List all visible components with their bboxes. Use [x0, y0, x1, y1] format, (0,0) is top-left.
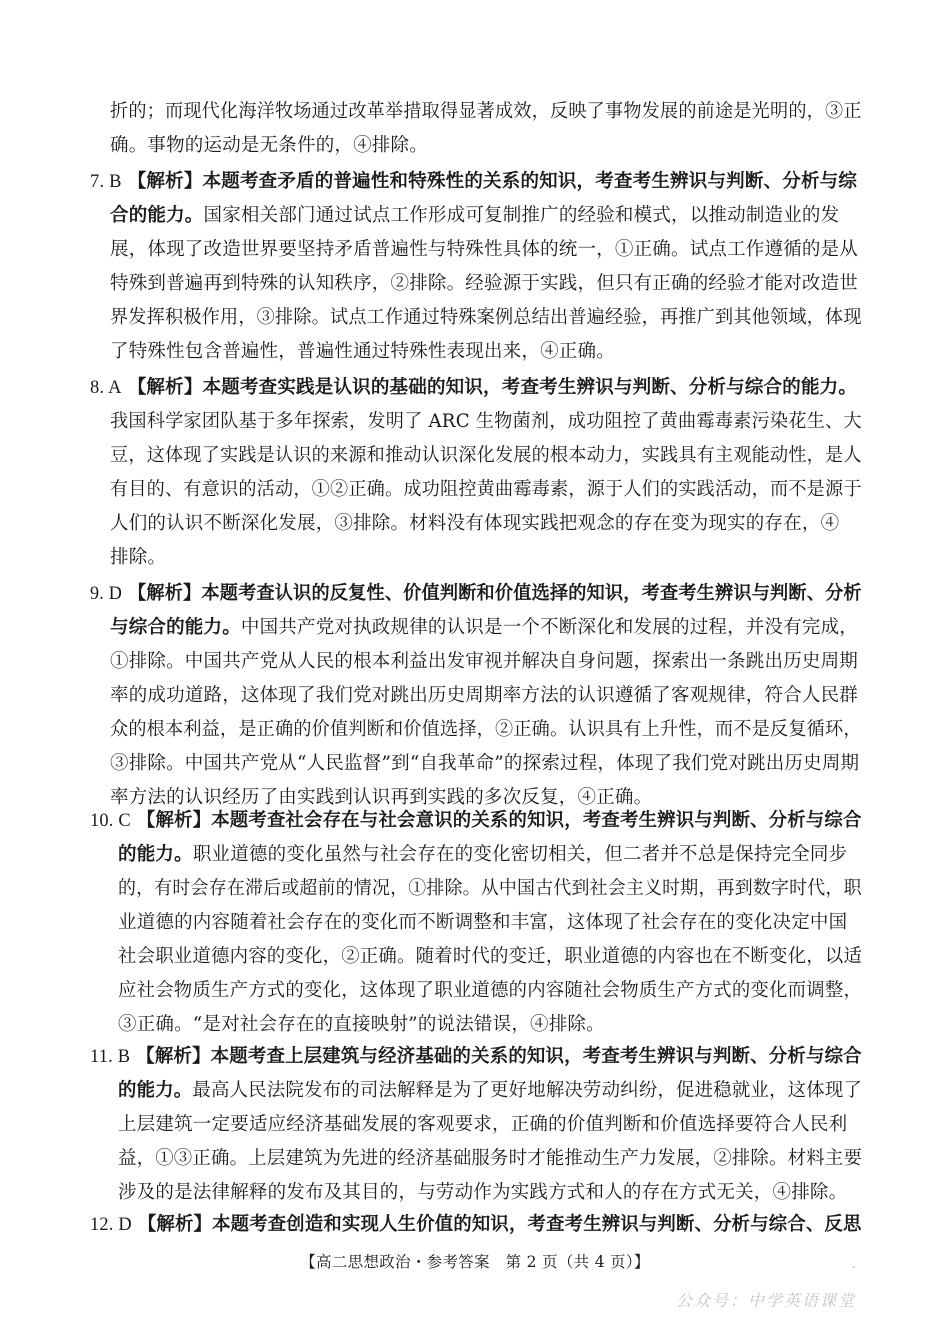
- text-line: [110, 611, 858, 645]
- text-segment: 中国共产党对执政规律的认识是一个不断深化和发展的过程，并没有完成，: [240, 617, 859, 638]
- analysis-tag: 【解析】: [136, 810, 212, 831]
- text-line: [118, 838, 847, 872]
- text-line: 展，体现了改造世界要坚持矛盾普遍性与特殊性具体的统一，①正确。试点工作遵循的是从: [110, 239, 859, 260]
- analysis-heading: 本题考查认识的反复性、价值判断和价值选择的知识，考查考生辨识与判断、分析: [201, 583, 862, 604]
- analysis-tag: 【解析】: [128, 583, 202, 604]
- analysis-heading: 本题考查实践是认识的基础的知识，考查考生辨识与判断、分析与综合的能力。: [202, 377, 858, 398]
- analysis-heading: 本题考查矛盾的普遍性和特殊性的关系的知识，考查考生辨识与判断、分析与综: [202, 171, 858, 192]
- text-line: 排除。: [110, 547, 167, 568]
- text-line: ③排除。中国共产党从“人民监督”到“自我革命”的探索过程，体现了我们党对跳出历史周期: [110, 753, 860, 774]
- analysis-heading: 本题考查社会存在与社会意识的关系的知识，考查考生辨识与判断、分析与综合: [211, 810, 862, 831]
- text-segment: 职业道德的变化虽然与社会存在的变化密切相关，但二者并不总是保持完全同步: [192, 844, 848, 865]
- text-line: 众的根本利益，是正确的价值判断和价值选择，②正确。认识具有上升性，而不是反复循环，: [110, 719, 862, 740]
- text-line: ③正确。“是对社会存在的直接映射”的说法错误，④排除。: [118, 1014, 605, 1035]
- answer-number: 8. A: [90, 378, 122, 398]
- watermark: 公众号：中学英语课堂: [676, 1291, 857, 1310]
- answer-first-line: [90, 371, 857, 405]
- analysis-heading-cont: 的能力。: [118, 844, 193, 865]
- analysis-tag: 【解析】: [127, 171, 203, 192]
- answer-first-line: [90, 165, 857, 199]
- text-line: 人们的认识不断深化发展，③排除。材料没有体现实践把观念的存在变为现实的存在，④: [110, 513, 840, 534]
- text-line: 涉及的是法律解释的发布及其目的，与劳动作为实践方式和人的存在方式无关，④排除。: [118, 1182, 848, 1203]
- analysis-tag: 【解析】: [127, 377, 203, 398]
- text-line: 特殊到普遍再到特殊的认知秩序，②排除。经验源于实践，但只有正确的经验才能对改造世: [110, 273, 859, 294]
- text-line: ①排除。中国共产党从人民的根本利益出发审视并解决自身问题，探索出一条跳出历史周期: [110, 651, 859, 672]
- text-line: 折的；而现代化海洋牧场通过改革举措取得显著成效，反映了事物发展的前途是光明的，③正: [110, 101, 862, 122]
- footer-mark: -: [852, 1262, 856, 1273]
- answer-first-line: [90, 1040, 862, 1074]
- answer-first-line: [90, 1208, 862, 1242]
- answer-number: 12. D: [90, 1215, 132, 1235]
- text-segment: 国家相关部门通过试点工作形成可复制推广的经验和模式，以推动制造业的发: [203, 205, 840, 226]
- page-footer: 【高二思想政治・参考答案 第 2 页（共 4 页）】: [300, 1253, 650, 1271]
- answer-first-line: [90, 577, 862, 611]
- text-line: 的，有时会存在滞后或超前的情况，①排除。从中国古代到社会主义时期，再到数字时代，职: [118, 878, 862, 899]
- text-line: 业道德的内容随着社会存在的变化而不断调整和丰富，这体现了社会存在的变化决定中国: [118, 912, 848, 933]
- analysis-tag: 【解析】: [136, 1046, 211, 1067]
- answer-number: 11. B: [90, 1047, 131, 1067]
- text-line: [118, 1074, 862, 1108]
- text-line: 我国科学家团队基于多年探索，发明了 ARC 生物菌剂，成功阻控了黄曲霉毒素污染花生、大: [110, 411, 862, 432]
- text-segment: 最高人民法院发布的司法解释是为了更好地解决劳动纠纷，促进稳就业，这体现了: [192, 1080, 863, 1101]
- text-line: [110, 199, 839, 233]
- answer-first-line: [90, 804, 862, 838]
- text-line: 了特殊性包含普遍性，普遍性通过特殊性表现出来，④正确。: [110, 341, 615, 362]
- analysis-heading-cont: 的能力。: [118, 1080, 193, 1101]
- analysis-heading-cont: 合的能力。: [110, 205, 204, 226]
- text-line: 率的成功道路，这体现了我们党对跳出历史周期率方法的认识遵循了客观规律，符合人民群: [110, 685, 859, 706]
- answer-number: 10. C: [90, 811, 131, 831]
- text-line: 应社会物质生产方式的变化，这体现了职业道德的内容随社会物质生产方式的变化而调整，: [118, 980, 863, 1001]
- text-line: 上层建筑一定要适应经济基础发展的客观要求，正确的价值判断和价值选择要符合人民利: [118, 1114, 848, 1135]
- analysis-tag: 【解析】: [137, 1214, 213, 1235]
- text-line: 确。事物的运动是无条件的，④排除。: [110, 135, 428, 156]
- text-line: 界发挥积极作用，③排除。试点工作通过特殊案例总结出普遍经验，再推广到其他领域，体现: [110, 307, 862, 328]
- answer-number: 7. B: [90, 172, 122, 192]
- analysis-heading: 本题考查上层建筑与经济基础的关系的知识，考查考生辨识与判断、分析与综合: [210, 1046, 862, 1067]
- text-line: 有目的、有意识的活动，①②正确。成功阻控黄曲霉毒素，源于人们的实践活动，而不是源于: [110, 479, 862, 500]
- text-line: 益，①③正确。上层建筑为先进的经济基础服务时才能推动生产力发展，②排除。材料主要: [118, 1148, 863, 1169]
- analysis-heading: 本题考查创造和实现人生价值的知识，考查考生辨识与判断、分析与综合、反思: [212, 1214, 862, 1235]
- text-line: 豆，这体现了实践是认识的来源和推动认识深化发展的根本动力，实践具有主观能动性，是人: [110, 445, 862, 466]
- analysis-heading-cont: 与综合的能力。: [110, 617, 241, 638]
- text-line: 率方法的认识经历了由实践到认识再到实践的多次反复，④正确。: [110, 787, 653, 808]
- text-line: 社会职业道德内容的变化，②正确。随着时代的变迁，职业道德的内容也在不断变化，以适: [118, 946, 863, 967]
- answer-number: 9. D: [90, 584, 123, 604]
